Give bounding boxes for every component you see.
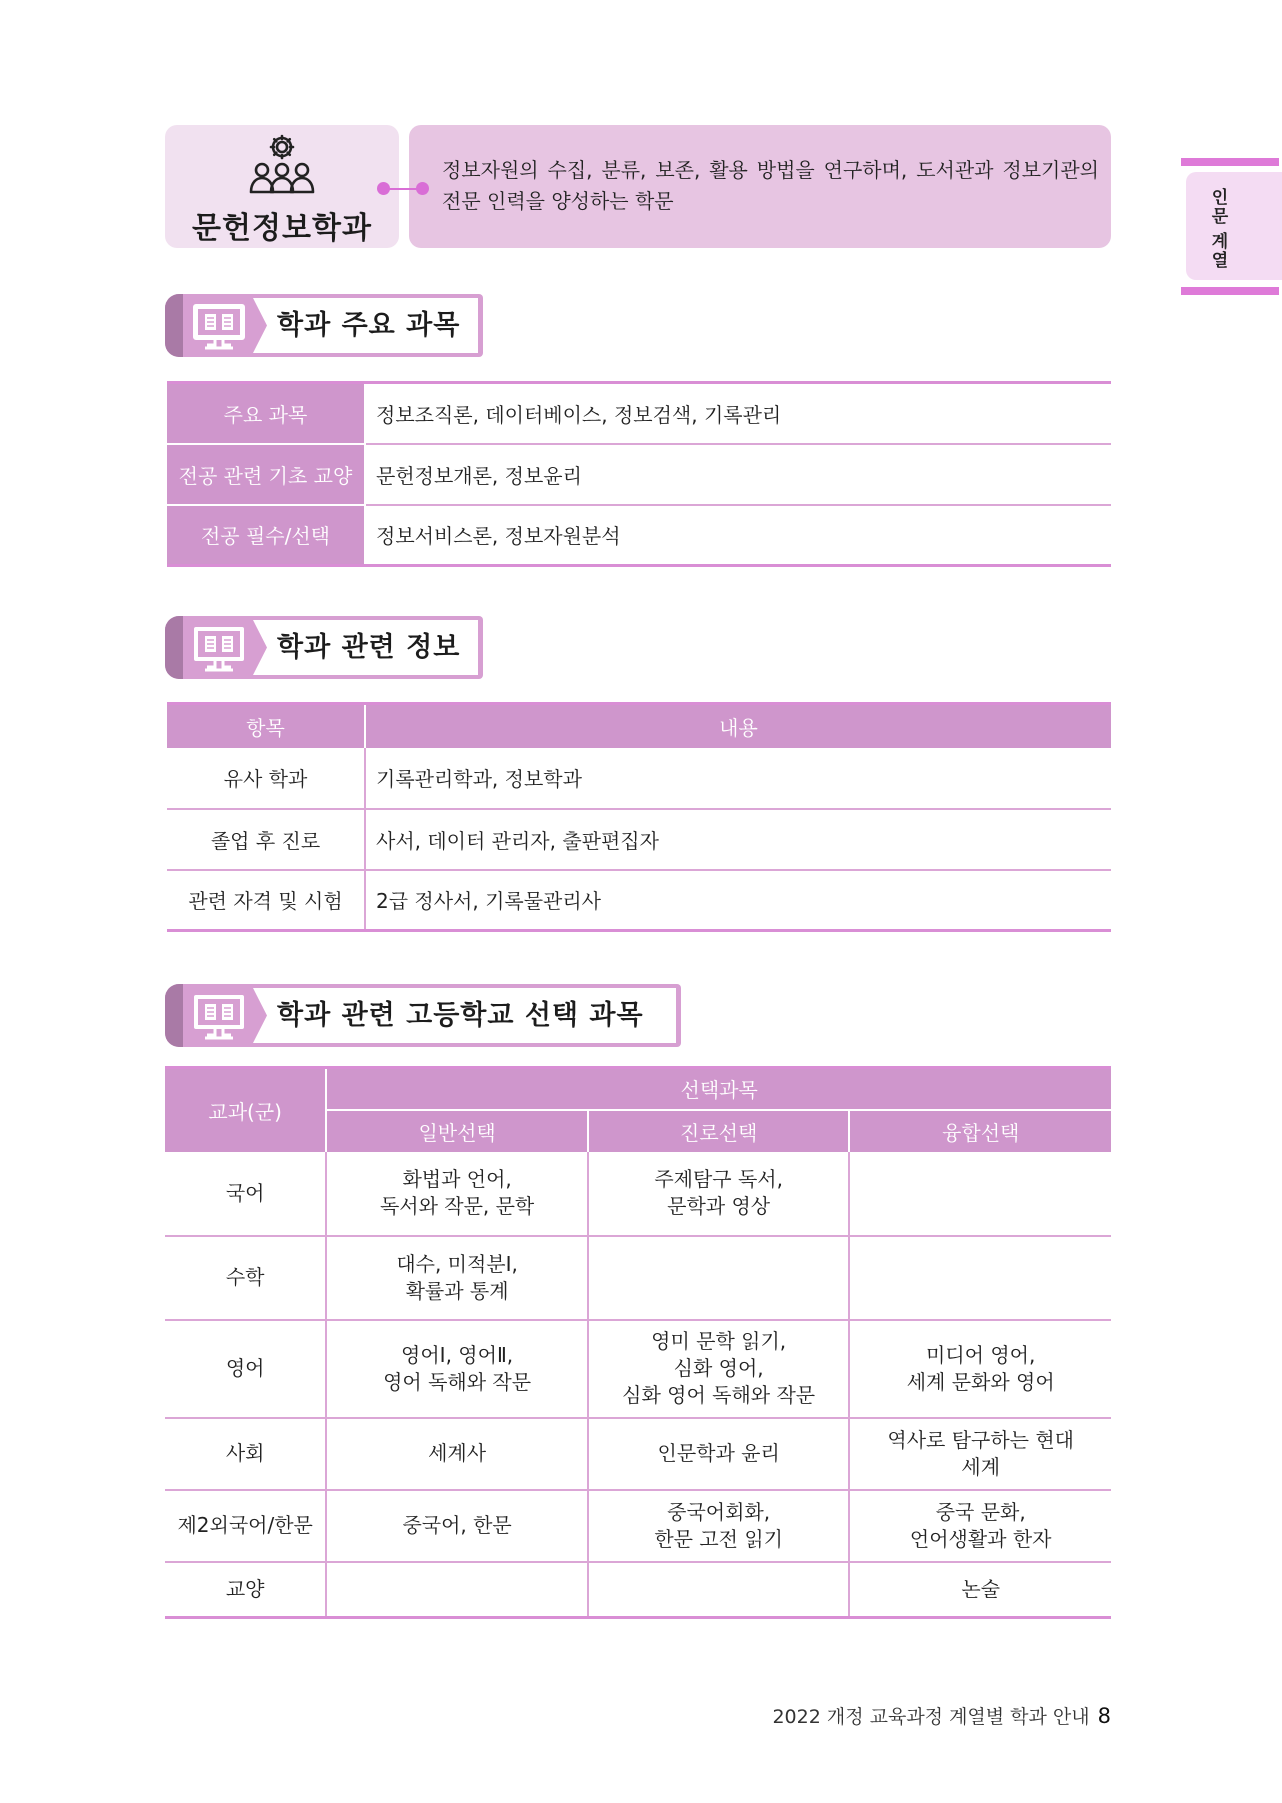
main-subjects-table bbox=[167, 381, 1111, 567]
fusion-elective-cell bbox=[849, 1236, 1111, 1320]
row-value: 2급 정사서, 기록물관리사 bbox=[376, 889, 601, 914]
table-header-row bbox=[165, 1068, 1111, 1110]
monitor-book-icon bbox=[191, 992, 247, 1042]
course-line: 문학과 영상 bbox=[667, 1194, 771, 1218]
row-label: 관련 자격 및 시험 bbox=[167, 870, 365, 931]
course-line: 영어Ⅰ, 영어Ⅱ, bbox=[401, 1342, 514, 1367]
course-line: 미디어 영어, bbox=[926, 1342, 1036, 1367]
general-elective-cell bbox=[326, 1562, 588, 1618]
table-row bbox=[165, 1562, 1111, 1618]
course-line: 대수, 미적분Ⅰ, bbox=[396, 1251, 518, 1276]
career-elective-cell bbox=[588, 1152, 850, 1236]
section-header-related-info bbox=[165, 616, 483, 679]
course-line: 논술 bbox=[961, 1576, 1001, 1601]
fusion-elective-cell bbox=[849, 1320, 1111, 1418]
general-elective-cell bbox=[326, 1152, 588, 1236]
people-gear-icon bbox=[248, 133, 316, 195]
row-label: 졸업 후 진로 bbox=[167, 809, 365, 870]
course-line: 한문 고전 읽기 bbox=[654, 1526, 783, 1551]
table-row bbox=[167, 383, 1111, 444]
course-line: 중국어, 한문 bbox=[402, 1513, 512, 1537]
row-label: 전공 관련 기초 교양 bbox=[167, 444, 365, 505]
course-line: 중국어회화, bbox=[667, 1499, 771, 1524]
table-row bbox=[165, 1152, 1111, 1236]
general-elective-cell bbox=[326, 1320, 588, 1418]
course-line: 세계사 bbox=[428, 1441, 487, 1465]
department-description: 정보자원의 수집, 분류, 보존, 활용 방법을 연구하며, 도서관과 정보기관의 전문 인력을 양성하는 학문 bbox=[409, 125, 1111, 248]
course-line: 독서와 작문, 문학 bbox=[379, 1194, 535, 1218]
table-row bbox=[165, 1490, 1111, 1562]
table-row bbox=[165, 1236, 1111, 1320]
course-line: 세계 문화와 영어 bbox=[906, 1369, 1055, 1394]
general-elective-cell bbox=[326, 1490, 588, 1562]
section-title: 학과 관련 정보 bbox=[277, 632, 461, 663]
connector-dot bbox=[416, 182, 429, 195]
course-line: 심화 영어 독해와 작문 bbox=[622, 1383, 816, 1407]
table-row bbox=[165, 1320, 1111, 1418]
table-row bbox=[165, 1418, 1111, 1490]
header-elective: 선택과목 bbox=[326, 1068, 1111, 1110]
header-content: 내용 bbox=[365, 704, 1111, 748]
course-line: 확률과 통계 bbox=[405, 1278, 509, 1303]
row-value: 사서, 데이터 관리자, 출판편집자 bbox=[365, 809, 1111, 870]
section-header-main-subjects bbox=[165, 294, 483, 357]
row-value: 문헌정보개론, 정보윤리 bbox=[365, 444, 1111, 505]
monitor-book-icon bbox=[191, 624, 247, 674]
subject-cell: 영어 bbox=[165, 1320, 326, 1418]
section-title: 학과 주요 과목 bbox=[277, 310, 461, 341]
subject-cell: 교양 bbox=[225, 1576, 265, 1601]
subject-cell: 국어 bbox=[165, 1152, 326, 1236]
fusion-elective-cell bbox=[849, 1152, 1111, 1236]
career-elective-cell bbox=[588, 1236, 850, 1320]
side-tab-bar bbox=[1181, 287, 1279, 295]
subject-cell: 사회 bbox=[165, 1418, 326, 1490]
table-row bbox=[167, 809, 1111, 870]
course-line: 세계 bbox=[961, 1454, 1001, 1479]
row-value: 기록관리학과, 정보학과 bbox=[365, 748, 1111, 809]
department-name: 문헌정보학과 bbox=[192, 211, 372, 246]
course-line: 주제탐구 독서, bbox=[654, 1167, 783, 1191]
course-line: 중국 문화, bbox=[935, 1499, 1026, 1524]
subject-cell: 수학 bbox=[165, 1236, 326, 1320]
course-line: 역사로 탐구하는 현대 bbox=[887, 1427, 1075, 1452]
course-line: 영어 독해와 작문 bbox=[383, 1369, 532, 1394]
course-line: 언어생활과 한자 bbox=[909, 1526, 1052, 1551]
page-number: 8 bbox=[1097, 1704, 1111, 1728]
career-elective-cell bbox=[588, 1490, 850, 1562]
table-row bbox=[167, 444, 1111, 505]
header-general: 일반선택 bbox=[326, 1110, 588, 1152]
header-subject: 교과(군) bbox=[165, 1068, 326, 1152]
course-line: 화법과 언어, bbox=[402, 1167, 512, 1191]
row-value: 정보서비스론, 정보자원분석 bbox=[376, 524, 621, 549]
fusion-elective-cell bbox=[849, 1562, 1111, 1618]
fusion-elective-cell bbox=[849, 1490, 1111, 1562]
section-title: 학과 관련 고등학교 선택 과목 bbox=[277, 1000, 644, 1031]
table-row bbox=[167, 748, 1111, 809]
department-box bbox=[165, 125, 399, 248]
side-tab-category[interactable] bbox=[1186, 172, 1282, 280]
header-fusion: 융합선택 bbox=[849, 1110, 1111, 1152]
monitor-book-icon bbox=[191, 302, 247, 352]
row-value: 정보조직론, 데이터베이스, 정보검색, 기록관리 bbox=[365, 383, 1111, 444]
row-label: 주요 과목 bbox=[167, 383, 365, 444]
career-elective-cell bbox=[588, 1320, 850, 1418]
header-career: 진로선택 bbox=[588, 1110, 850, 1152]
table-row bbox=[167, 505, 1111, 566]
row-label: 유사 학과 bbox=[167, 748, 365, 809]
table-row bbox=[167, 870, 1111, 931]
section-header-hs-courses bbox=[165, 984, 681, 1047]
side-tab-bar bbox=[1181, 158, 1279, 166]
career-elective-cell bbox=[588, 1418, 850, 1490]
general-elective-cell bbox=[326, 1236, 588, 1320]
connector-dot bbox=[377, 182, 390, 195]
footer-text: 2022 개정 교육과정 계열별 학과 안내 bbox=[772, 1706, 1090, 1728]
course-line: 심화 영어, bbox=[673, 1356, 764, 1380]
course-line: 영미 문학 읽기, bbox=[651, 1329, 787, 1353]
table-header-row bbox=[167, 704, 1111, 748]
career-elective-cell bbox=[588, 1562, 850, 1618]
related-info-table bbox=[167, 702, 1111, 932]
hs-courses-table bbox=[165, 1066, 1111, 1619]
footer bbox=[772, 1702, 1111, 1729]
subject-cell: 제2외국어/한문 bbox=[165, 1490, 326, 1562]
row-label: 전공 필수/선택 bbox=[167, 505, 365, 566]
side-tab-label: 인문 계열 bbox=[1207, 188, 1228, 270]
fusion-elective-cell bbox=[849, 1418, 1111, 1490]
header-item: 항목 bbox=[167, 704, 365, 748]
course-line: 인문학과 윤리 bbox=[657, 1441, 780, 1465]
general-elective-cell bbox=[326, 1418, 588, 1490]
